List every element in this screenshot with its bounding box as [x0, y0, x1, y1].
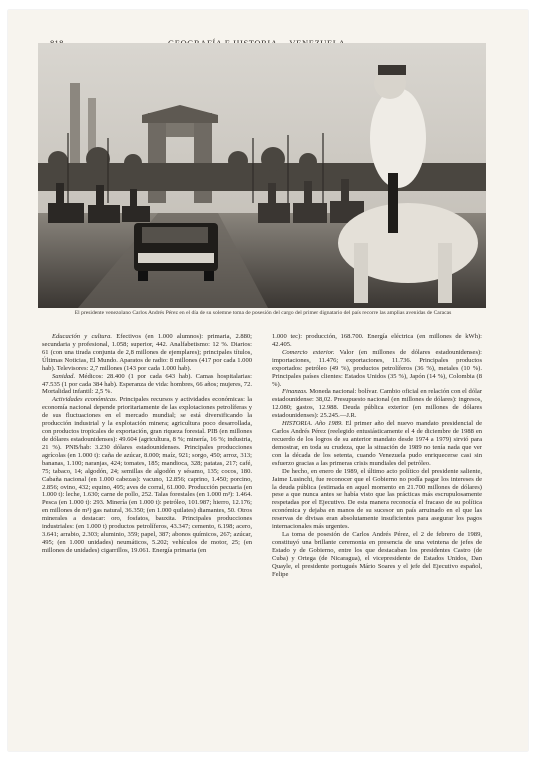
paragraph-heading: Comercio exterior.	[282, 348, 335, 356]
photo-caption: El presidente venezolano Carlos Andrés Pérez en el día de su solemne toma de posesión del cargo del primer dignatario del país recorre las amplias avenidas de Caracas	[74, 310, 452, 316]
paragraph-text: Valor (en millones de dólares estadounidenses): importaciones, 11.476; exportaciones, 11.736. Principales productos exportados: petróleo (49 %), productos petrolíferos (36 %), metales (10 %). Principales países clientes: Estados Unidos (35 %), Japón (14 %), Colombia (8 %).	[272, 348, 482, 388]
paragraph-heading: Educación y cultura.	[52, 333, 112, 340]
paragraph-heading: Finanzas.	[282, 388, 308, 396]
paragraph	[272, 333, 482, 349]
paragraph-heading: HISTORIA. Año 1989.	[282, 420, 343, 428]
paragraph	[42, 396, 252, 554]
paragraph-text: El primer año del nuevo mandato presidencial de Carlos Andrés Pérez (reelegido entusiásticamente el 4 de diciembre de 1988 en recuerdo de los logros de su anterior mandato desde 1974 a 1979) sirvió para demostrar, en toda su crudeza, que la situación de 1989 no tenía nada que ver con la década de los setenta, cuando Venezuela pudo enriquecerse casi sin esfuerzo gracias a las primeras crisis mundiales del petróleo.	[272, 420, 482, 467]
paragraph-text: La toma de posesión de Carlos Andrés Pérez, el 2 de febrero de 1989, constituyó una brillante ceremonia en presencia de una veintena de jefes de Estado y de Gobierno, entre los que destacaban los presidentes Castro (de Cuba) y Ortega (de Nicaragua), el vicepresidente de Estados Unidos, Dan Quayle, el presidente portugués Mário Soares y el jefe del Ejecutivo español, Felipe	[272, 531, 482, 578]
paragraph-heading: Actividades económicas.	[52, 396, 118, 404]
paragraph	[42, 333, 252, 373]
paragraph	[272, 388, 482, 420]
paragraph	[272, 349, 482, 389]
right-column	[272, 333, 482, 579]
left-column	[42, 333, 252, 555]
paragraph-text: Principales recursos y actividades económicas: la economía nacional depende prioritariamente de las explotaciones petrolíferas y de sus fluctuaciones en el mercado mundial; se está diversificando la producción industrial y la explotación minera; agricultura poco desarrollada, con productos tropicales de exportación, gran riqueza forestal. PIB (en millones de dólares estadounidenses): 49.604 (agricultura, 8 %; minería, 16 %; industria, 21 %). PNB/hab: 3.230 dólares estadounidenses. Principales producciones agrícolas (en 1.000 t): caña de azúcar, 8.000; maíz, 921; sorgo, 450; arroz, 313; bananas, 1.100; naranjas, 424; tomates, 185; mandioca, 328; patatas, 217; café, 75; tabaco, 14; algodón, 24; semillas de algodón y sésamo, 135; cocos, 180. Cabaña nacional (en 1.000 cabezas): vacuno, 12.856; caprino, 1.450; porcino, 2.856; ovino, 432; equino, 495; aves de corral, 61.000. Producción pecuaria (en 1.000 t): leche, 1.630; carne de pollo, 252. Talas forestales (en 1.000 m³): 1.464. Pesca (en 1.000 t): 293. Minería (en 1.000 t): petróleo, 101.987; hierro, 12.176; en millones de m³) gas natural, 36.350; (en 1.000 quilates) diamantes, 50. Otros minerales a destacar: oro, fosfatos, bauxita. Principales producciones industriales: (en 1.000 t) productos petrolíferos, 43.347; cemento, 6.198; acero, 3.641; arrabio, 2.303; aluminio, 359; papel, 387; abonos químicos, 267; azúcar, 495; (en 1.000 unidades) neumáticos, 5.202; vehículos de motor, 25; (en millones de unidades) cigarrillos, 19.061. Energía primaria (en	[42, 396, 252, 554]
paragraph	[42, 373, 252, 397]
paragraph	[272, 468, 482, 531]
paragraph-text: Efectivos (en 1.000 alumnos): primaria, 2.880; secundaria y profesional, 1.058; superior, 442. Analfabetismo: 12 %. Diarios: 61 (con una tirada conjunta de 2,8 millones de ejemplares); principales títulos, Últimas Noticias, El Mundo. Aparatos de radio: 8 millones (417 por cada 1.000 hab). Televisores: 2,7 millones (143 por cada 1.000 hab).	[42, 333, 252, 372]
paragraph-text: 1.000 tec): producción, 168.700. Energía eléctrica (en millones de kWh): 42.405.	[272, 333, 482, 348]
paragraph-heading: Sanidad.	[52, 372, 76, 380]
paragraph-text: De hecho, en enero de 1989, el último acto político del presidente saliente, Jaime Lusinchi, fue reconocer que el Gobierno no podía pagar los intereses de la deuda pública (estimada en aquel momento en 21.700 millones de dólares) pese a que nunca antes se había visto que las prácticas más escrupulosamente respetadas por el Ejecutivo. De esta manera reconocía el fracaso de su política económica y dejaba en manos de su sucesor un país arruinado en el que las reservas de divisas eran absolutamente insuficientes para asegurar los pagos internacionales más urgentes.	[272, 467, 482, 531]
paragraph	[272, 420, 482, 468]
ceremony-photo	[38, 43, 486, 308]
paragraph-text: Moneda nacional: bolívar. Cambio oficial en relación con el dólar estadounidense: 38,02. Presupuesto nacional (en millones de dólares): ingresos, 12.080; gastos, 12.988. Deuda pública exterior (en millones de dólares estadounidenses): 25.245.—J.R.	[272, 388, 482, 420]
paragraph	[272, 531, 482, 579]
paragraph-text: Médicos: 28.400 (1 por cada 643 hab). Camas hospitalarias: 47.535 (1 por cada 384 hab). Esperanza de vida: hombres, 66 años; mujeres, 72. Mortalidad infantil: 2,5 %.	[42, 372, 252, 396]
